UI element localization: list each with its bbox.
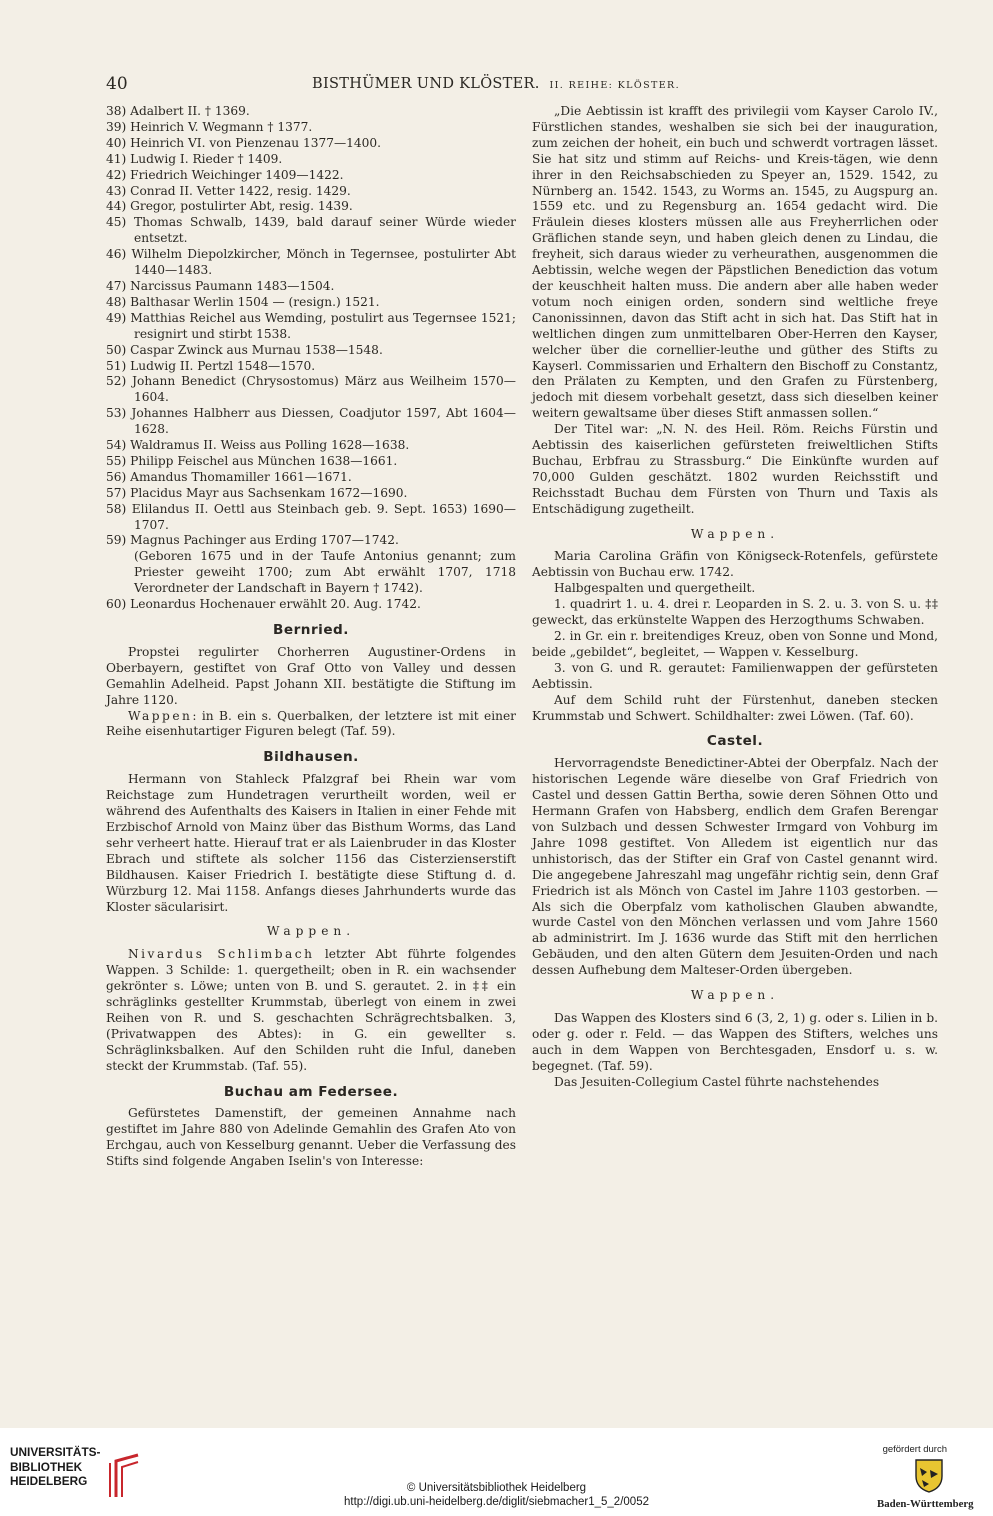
state-crest-icon <box>914 1458 944 1494</box>
list-item: 43) Conrad II. Vetter 1422, resig. 1429. <box>106 183 351 198</box>
section-heading-castel: Castel. <box>706 733 764 750</box>
list-item: 53) Johannes Halbherr aus Diessen, Coadjutor 1597, Abt 1604—1628. <box>106 406 516 437</box>
list-item: 47) Narcissus Paumann 1483—1504. <box>106 278 335 293</box>
list-item: 56) Amandus Thomamiller 1661—1671. <box>106 469 352 484</box>
paragraph: Das Jesuiten-Collegium Castel führte nachstehendes <box>554 1074 880 1089</box>
quote-paragraph: „Die Aebtissin ist krafft des privilegii vom Kayser Carolo IV., Fürstlichen standes, weshalben sie sich bei der inauguration, zum zeichen der hoheit, ein buch und schwerdt vortragen lässet. Sie hat sitz und stimm auf Reichs- und Kreis-tägen, wie denn ihrer in den Reichsabschieden zu Speyer an, 1529. 1542, zu Nürnberg an. 1542. 1543, zu Worms an. 1545, zu Augspurg an. 1559 etc. und zu Regensburg an. 1654 gedacht wird. Die Fräulein dieses klosters müssen alle aus Freyherrlichen oder Gräflichen stande seyn, und haben gleich denen zu Lindau, die freyheit, sich daraus wieder zu verheurathen, ausgenommen die Aebtissin, welche wegen der Päpstlichen Benediction das votum der keuschheit halten muss. Die andern aber alle haben weder votum noch einigen orden, sondern sind weltliche freye Canonissinnen, davon das Stift acht in sich hat. Das Stift hat in weltlichen dingen zum unmittelbaren Ober-Herren den Kayser, welcher über die cornellier-leuthe und güther des Stifts zu Kayserl. Commissarien und Erhaltern den Bischoff zu Constantz, den Prälaten zu Kempten, und den Grafen zu Fürstenberg, jedoch mit diesem vorbehalt gesetzt, dass sich dieselben keiner weitern gewaltsame über dieses Stift anmassen sollen.“ <box>532 104 938 421</box>
running-title <box>312 76 680 92</box>
section-heading-bildhausen: Bildhausen. <box>263 749 359 766</box>
section-heading-buchau: Buchau am Federsee. <box>223 1083 399 1100</box>
list-note: (Geboren 1675 und in der Taufe Antonius genannt; zum Priester geweiht 1700; zum Abt erwählt 1707, 1718 Verordneter der Landschaft in Bayern † 1742). <box>134 549 516 596</box>
running-header <box>106 74 951 96</box>
list-item: 57) Placidus Mayr aus Sachsenkam 1672—1690. <box>106 485 408 500</box>
list-item: 42) Friedrich Weichinger 1409—1422. <box>106 167 344 182</box>
header-subtitle: II. REIHE: KLÖSTER. <box>549 80 681 91</box>
list-item: 41) Ludwig I. Rieder † 1409. <box>106 151 283 166</box>
list-item: 49) Matthias Reichel aus Wemding, postulirt aus Tegernsee 1521; resignirt und stirbt 1538. <box>106 310 516 341</box>
header-title: BISTHÜMER UND KLÖSTER. <box>312 76 540 92</box>
paragraph: Hermann von Stahleck Pfalzgraf bei Rhein war vom Reichstage zum Hundetragen verurtheilt worden, weil er während des Aufenthalts des Kaisers in Italien in einer Fehde mit Erzbischof Arnold von Mainz über das Bisthum Worms, das Land sehr verheert hatte. Hierauf trat er als Laienbruder in das Kloster Ebrach und stiftete als solcher 1156 das Cisterzienserstift Bildhausen. Kaiser Friedrich I. bestätigte diese Stiftung d. d. Würzburg 12. Mai 1158. Anfangs dieses Jahrhunderts wurde das Kloster säcularisirt. <box>106 772 516 914</box>
list-item: 38) Adalbert II. † 1369. <box>106 104 250 118</box>
list-item: 54) Waldramus II. Weiss aus Polling 1628—1638. <box>106 438 410 453</box>
list-item: 40) Heinrich VI. von Pienzenau 1377—1400. <box>106 135 382 150</box>
paragraph: 1. quadrirt 1. u. 4. drei r. Leoparden in S. 2. u. 3. von S. u. ‡‡ geweckt, das erkünstelte Wappen des Herzogthums Schwaben. <box>532 597 938 628</box>
inline-text: letzter Abt führte folgendes Wappen. 3 Schilde: 1. quergetheilt; oben in R. ein wachsender gekrönter s. Löwe; unten von B. und S. gerautet. 2. in ‡‡ ein schräglinks gestellter Krummstab, überlegt von einem in zwei Reihen von R. und S. geschachten Schrägrechtsbalken. 3, (Privatwappen des Abtes): in G. ein gewellter s. Schräglinksbalken. Auf den Schilden ruht die Inful, daneben steckt der Krummstab. (Taf. 55). <box>106 947 516 1073</box>
wappen-heading: Wappen. <box>266 924 356 939</box>
copyright-block <box>0 1481 993 1509</box>
library-line: BIBLIOTHEK <box>10 1459 83 1474</box>
list-item: 48) Balthasar Werlin 1504 — (resign.) 1521. <box>106 294 380 309</box>
list-item: 55) Philipp Feischel aus München 1638—1661. <box>106 453 398 468</box>
paragraph <box>106 947 516 1074</box>
paragraph: Der Titel war: „N. N. des Heil. Röm. Reichs Fürstin und Aebtissin des kaiserlichen gefürsteten freiweltlichen Stifts Buchau, Erbfrau zu Strassburg.“ Die Einkünfte wurden auf 70,000 Gulden geschätzt. 1802 wurden Reichsstift und Reichsstadt Buchau dem Fürsten von Thurn und Taxis als Entschädigung zugetheilt. <box>532 422 938 516</box>
right-column <box>532 104 938 1090</box>
copyright-text: © Universitätsbibliothek Heidelberg <box>406 1482 587 1494</box>
library-line: UNIVERSITÄTS- <box>10 1445 101 1459</box>
list-item: 52) Johann Benedict (Chrysostomus) März aus Weilheim 1570—1604. <box>106 374 516 405</box>
list-item: 59) Magnus Pachinger aus Erding 1707—1742. <box>106 533 399 548</box>
funded-by-label: gefördert durch <box>882 1444 947 1455</box>
paragraph: Propstei regulirter Chorherren Augustiner-Ordens in Oberbayern, gestiftet von Graf Otto von Valley und dessen Gemahlin Adelheid. Papst Johann XII. bestätigte die Stiftung im Jahre 1120. <box>106 644 516 707</box>
inline-label: Wappen <box>128 708 193 723</box>
paragraph: Halbgespalten und quergetheilt. <box>554 581 756 596</box>
paragraph <box>106 709 516 741</box>
paragraph: Gefürstetes Damenstift, der gemeinen Annahme nach gestiftet im Jahre 880 von Adelinde Gemahlin des Grafen Ato von Erchgau, auch von Kesselburg genannt. Ueber die Verfassung des Stifts sind folgende Angaben Iselin's von Interesse: <box>106 1106 516 1169</box>
inline-text: : in B. ein s. Querbalken, der letztere ist mit einer Reihe eisenhutartiger Figuren belegt (Taf. 59). <box>106 708 516 739</box>
paragraph: 2. in Gr. ein r. breitendiges Kreuz, oben von Sonne und Mond, beide „gebildet“, begleitet, — Wappen v. Kesselburg. <box>532 629 938 659</box>
list-item: 45) Thomas Schwalb, 1439, bald darauf seiner Würde wieder entsetzt. <box>106 215 516 246</box>
page-number: 40 <box>106 74 128 94</box>
list-item: 39) Heinrich V. Wegmann † 1377. <box>106 119 313 134</box>
list-item: 58) Elilandus II. Oettl aus Steinbach geb. 9. Sept. 1653) 1690—1707. <box>106 501 516 532</box>
section-heading-bernried: Bernried. <box>273 622 349 638</box>
list-item: 60) Leonardus Hochenauer erwählt 20. Aug. 1742. <box>106 597 421 612</box>
list-item: 50) Caspar Zwinck aus Murnau 1538—1548. <box>106 342 383 357</box>
list-item: 44) Gregor, postulirter Abt, resig. 1439. <box>106 199 353 214</box>
wappen-heading: Wappen. <box>690 526 780 541</box>
left-column <box>106 104 516 1170</box>
wappen-heading: Wappen. <box>690 988 780 1003</box>
paragraph: Auf dem Schild ruht der Fürstenhut, daneben stecken Krummstab und Schwert. Schildhalter: zwei Löwen. (Taf. 60). <box>532 692 938 723</box>
source-url[interactable]: http://digi.ub.uni-heidelberg.de/diglit/siebmacher1_5_2/0052 <box>344 1496 649 1508</box>
paragraph: Hervorragendste Benedictiner-Abtei der Oberpfalz. Nach der historischen Legende wäre dieselbe von Graf Friedrich von Castel und dessen Gattin Bertha, sowie deren Söhnen Otto und Hermann Grafen von Habsberg, endlich dem Grafen Berengar von Sulzbach und dessen Schwester Irmgard von Vohburg im Jahre 1098 gestiftet. Von Alledem ist eigentlich nur das unhistorisch, das der Stifter ein Graf von Castel genannt wird. Die angegebene Jahreszahl mag ungefähr richtig sein, denn Graf Friedrich ist als Mönch von Castel im Jahre 1103 gestorben. — Als sich die Oberpfalz vom katholischen Glauben abwandte, wurde Castel von den Mönchen verlassen und vom Jahre 1560 ab administrirt. Im J. 1636 wurde das Stift mit den herrlichen Gebäuden, und den alten Gütern dem Jesuiten-Orden und nach dessen Aufhebung dem Malteser-Orden übergeben. <box>532 756 938 978</box>
paragraph: 3. von G. und R. gerautet: Familienwappen der gefürsteten Aebtissin. <box>532 660 938 691</box>
person-name: Nivardus Schlimbach <box>128 947 315 962</box>
state-name: Baden-Württemberg <box>877 1498 974 1510</box>
paragraph: Das Wappen des Klosters sind 6 (3, 2, 1) g. oder s. Lilien in b. oder g. oder r. Feld. — das Wappen des Stifters, welches uns auch in dem Wappen von Berchtesgaden, Ensdorf u. s. w. begegnet. (Taf. 59). <box>532 1010 938 1073</box>
library-line: HEIDELBERG <box>10 1474 88 1489</box>
list-item: 51) Ludwig II. Pertzl 1548—1570. <box>106 358 316 373</box>
list-item: 46) Wilhelm Diepolzkircher, Mönch in Tegernsee, postulirter Abt 1440—1483. <box>106 247 516 278</box>
footer <box>0 1428 993 1516</box>
paragraph: Maria Carolina Gräfin von Königseck-Rotenfels, gefürstete Aebtissin von Buchau erw. 1742. <box>532 549 938 580</box>
